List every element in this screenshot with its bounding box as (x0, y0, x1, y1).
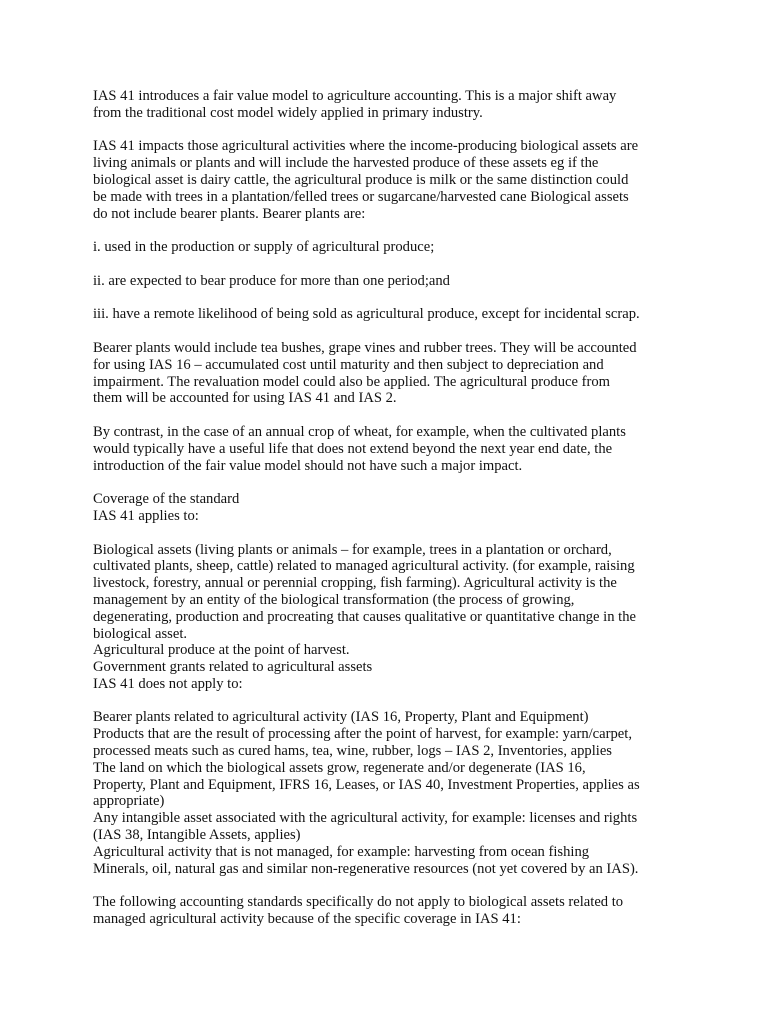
not-apply-item-processed-products: Products that are the result of processing after the point of harvest, for example: yarn/carpet, processed meats such as cured hams, tea, wine, rubber, logs – IAS 2, Inventories, applies (93, 726, 632, 760)
applies-item-agricultural-produce: Agricultural produce at the point of harvest. (93, 642, 350, 659)
coverage-heading: Coverage of the standard (93, 491, 240, 508)
document-page (93, 88, 693, 945)
not-apply-item-minerals: Minerals, oil, natural gas and similar non-regenerative resources (not yet covered by an IAS). (93, 860, 639, 877)
applies-heading: IAS 41 applies to: (93, 507, 199, 524)
applies-item-biological-assets: Biological assets (living plants or animals – for example, trees in a plantation or orchard, cultivated plants, sheep, cattle) related to managed agricultural activity. (for example, raising livestock, forestry, annual or perennial cropping, fish farming). Agricultural activity is the management by an entity of the biological transformation (the process of growing, degenerating, production and procreating that causes qualitative or quantitative change in the biological asset. (93, 541, 637, 642)
contrast-paragraph: By contrast, in the case of an annual crop of wheat, for example, when the cultivated plants would typically have a useful life that does not extend beyond the next year end date, the introduction of the fair value model should not have such a major impact. (93, 423, 626, 474)
intro-paragraph: IAS 41 introduces a fair value model to agriculture accounting. This is a major shift away from the traditional cost model widely applied in primary industry. (93, 88, 617, 121)
impact-paragraph: IAS 41 impacts those agricultural activities where the income-producing biological assets are living animals or plants and will include the harvested produce of these assets eg if the biological asset is dairy cattle, the agricultural produce is milk or the same distinction could be made with trees in a plantation/felled trees or sugarcane/harvested cane Biological assets do not include bearer plants. Bearer plants are: (93, 138, 639, 222)
not-apply-heading: IAS 41 does not apply to: (93, 675, 243, 692)
bearer-plants-paragraph: Bearer plants would include tea bushes, grape vines and rubber trees. They will be accounted for using IAS 16 – accumulated cost until maturity and then subject to depreciation and impairment. The revaluation model could also be applied. The agricultural produce from them will be accounted for using IAS 41 and IAS 2. (93, 339, 637, 407)
not-apply-item-bearer-plants: Bearer plants related to agricultural activity (IAS 16, Property, Plant and Equipment) (93, 709, 589, 726)
applies-item-government-grants: Government grants related to agricultural assets (93, 659, 373, 676)
not-apply-item-intangible-assets: Any intangible asset associated with the agricultural activity, for example: licenses and rights (IAS 38, Intangible Assets, applies) (93, 810, 638, 844)
not-apply-item-land: The land on which the biological assets grow, regenerate and/or degenerate (IAS 16, Property, Plant and Equipment, IFRS 16, Leases, or IAS 40, Investment Properties, applies as appropriate) (93, 759, 640, 810)
not-apply-item-unmanaged-activity: Agricultural activity that is not managed, for example: harvesting from ocean fishing (93, 843, 590, 860)
bearer-criteria-item-1: i. used in the production or supply of agricultural produce; (93, 239, 435, 256)
bearer-criteria-item-2: ii. are expected to bear produce for more than one period;and (93, 272, 450, 289)
final-paragraph: The following accounting standards specifically do not apply to biological assets related to managed agricultural activity because of the specific coverage in IAS 41: (93, 894, 624, 928)
bearer-criteria-item-3: iii. have a remote likelihood of being sold as agricultural produce, except for incidental scrap. (93, 306, 640, 323)
